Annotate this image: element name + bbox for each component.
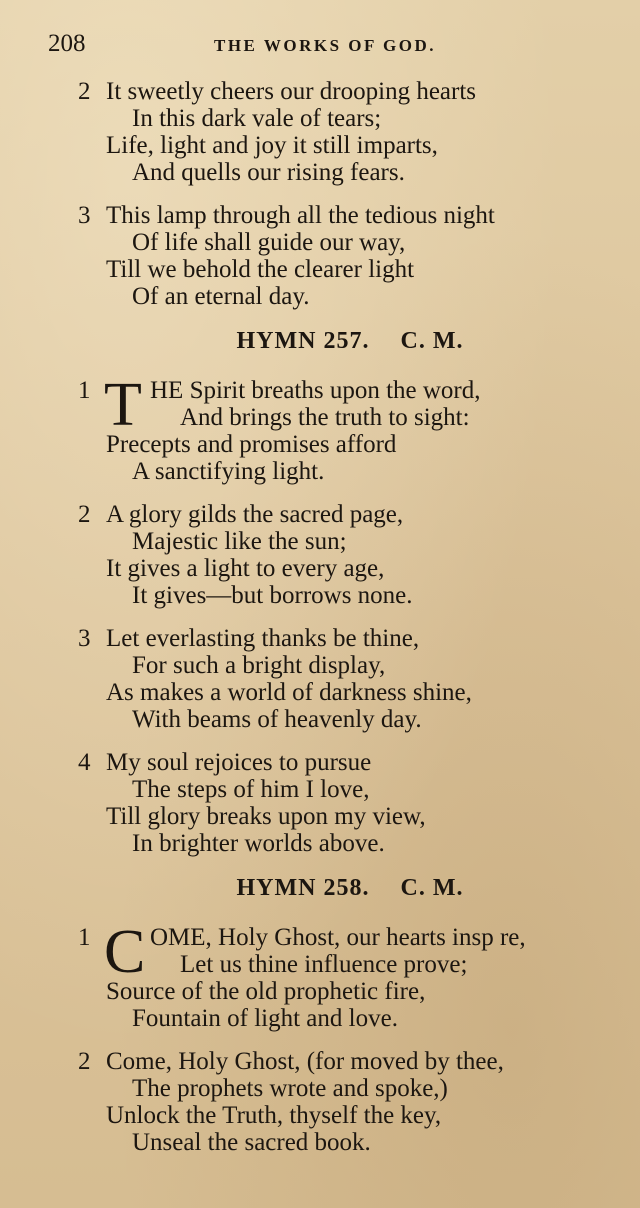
verse-line: It sweetly cheers our drooping hearts (106, 78, 477, 105)
verse-line: OME, Holy Ghost, our hearts insp re, (150, 924, 526, 951)
stanza (0, 1048, 640, 1156)
stanza-number: 1 (78, 924, 91, 951)
stanza (0, 78, 640, 186)
running-title: THE WORKS OF GOD. (214, 36, 436, 55)
verse-line: This lamp through all the tedious night (106, 202, 495, 229)
verse-line: In this dark vale of tears; (132, 105, 382, 132)
verse-line: Majestic like the sun; (132, 528, 347, 555)
stanza-number: 2 (78, 1048, 91, 1075)
verse-line: For such a bright display, (132, 652, 386, 679)
verse-line: A glory gilds the sacred page, (106, 501, 404, 528)
verse-line: With beams of heavenly day. (132, 706, 422, 733)
verse-line: Unseal the sacred book. (132, 1129, 371, 1156)
verse-line: Fountain of light and love. (132, 1005, 398, 1032)
hymn-title: HYMN 257. (236, 328, 370, 354)
verse-line: Precepts and promises afford (106, 431, 397, 458)
verse-line: It gives—but borrows none. (132, 582, 413, 609)
verse-line: The steps of him I love, (132, 776, 370, 803)
verse-line: Source of the old prophetic fire, (106, 978, 426, 1005)
verse-line: Come, Holy Ghost, (for moved by thee, (106, 1048, 504, 1075)
verse-line: Of an eternal day. (132, 283, 310, 310)
verse-line: Till glory breaks upon my view, (106, 803, 426, 830)
page-header (48, 30, 600, 64)
verse-line: My soul rejoices to pursue (106, 749, 372, 776)
verse-line: Let everlasting thanks be thine, (106, 625, 420, 652)
stanza-number: 3 (78, 625, 91, 652)
hymn-heading (0, 875, 640, 902)
stanza (0, 501, 640, 609)
page-content (0, 78, 640, 1172)
verse-line: Of life shall guide our way, (132, 229, 406, 256)
verse-line: In brighter worlds above. (132, 830, 385, 857)
stanza (0, 371, 640, 485)
drop-cap: T (104, 371, 142, 439)
stanza-number: 3 (78, 202, 91, 229)
drop-cap: C (104, 918, 146, 986)
verse-line: The prophets wrote and spoke,) (132, 1075, 448, 1102)
verse-line: Till we behold the clearer light (106, 256, 415, 283)
verse-line: Life, light and joy it still imparts, (106, 132, 438, 159)
verse-line: It gives a light to every age, (106, 555, 385, 582)
stanza-number: 2 (78, 78, 91, 105)
hymn-heading (0, 328, 640, 355)
stanza-number: 1 (78, 377, 91, 404)
stanza (0, 918, 640, 1032)
hymn-title: HYMN 258. (236, 875, 370, 901)
hymn-meter: C. M. (400, 875, 464, 901)
verse-line: As makes a world of darkness shine, (106, 679, 472, 706)
stanza (0, 749, 640, 857)
stanza-number: 4 (78, 749, 91, 776)
verse-line: A sanctifying light. (132, 458, 325, 485)
stanza (0, 202, 640, 310)
hymn-meter: C. M. (400, 328, 464, 354)
stanza (0, 625, 640, 733)
stanza-number: 2 (78, 501, 91, 528)
verse-line: And quells our rising fears. (132, 159, 405, 186)
verse-line: Unlock the Truth, thyself the key, (106, 1102, 442, 1129)
page-number: 208 (48, 30, 86, 57)
verse-line: And brings the truth to sight: (180, 404, 470, 431)
verse-line: Let us thine influence prove; (180, 951, 468, 978)
verse-line: HE Spirit breaths upon the word, (150, 377, 481, 404)
